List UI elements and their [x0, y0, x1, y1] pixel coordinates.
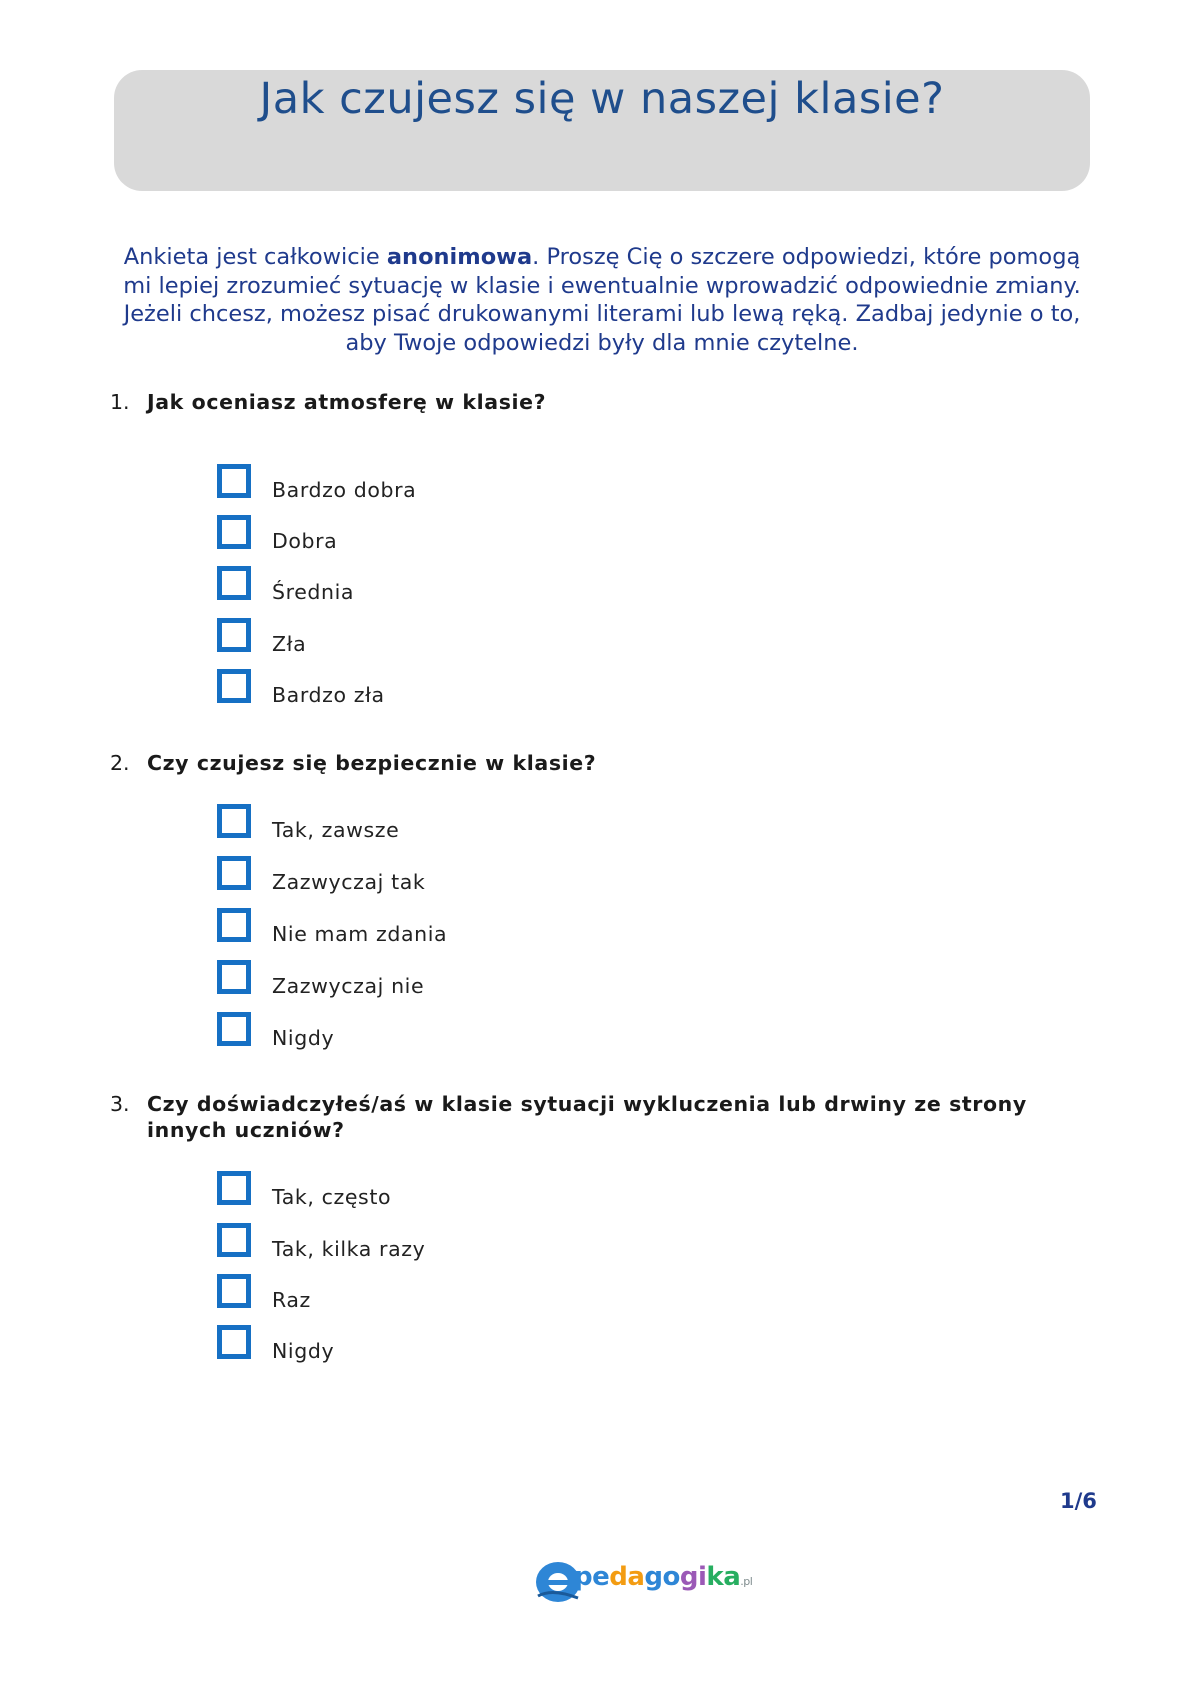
- logo-suffix: .pl: [740, 1575, 753, 1588]
- option-label: Zazwyczaj nie: [272, 974, 425, 998]
- question-text: Jak oceniasz atmosferę w klasie?: [147, 390, 547, 414]
- q3-option-3: [217, 1272, 311, 1312]
- checkbox[interactable]: [217, 618, 251, 652]
- option-label: Bardzo zła: [272, 683, 385, 707]
- intro-emphasis: anonimowa: [386, 244, 533, 270]
- intro-part1: Ankieta jest całkowicie: [123, 244, 387, 270]
- q2-option-2: [217, 854, 425, 894]
- q1-option-1: [217, 462, 416, 502]
- checkbox[interactable]: [217, 1223, 251, 1257]
- checkbox[interactable]: [217, 566, 251, 600]
- option-label: Nigdy: [272, 1026, 335, 1050]
- logo-part: gi: [679, 1562, 707, 1592]
- page-title: Jak czujesz się w naszej klasie?: [259, 74, 945, 124]
- checkbox[interactable]: [217, 1274, 251, 1308]
- option-label: Bardzo dobra: [272, 478, 417, 502]
- intro-paragraph: [110, 243, 1094, 357]
- checkbox[interactable]: [217, 464, 251, 498]
- option-label: Średnia: [272, 580, 355, 604]
- option-label: Tak, zawsze: [272, 818, 400, 842]
- question-text: Czy czujesz się bezpiecznie w klasie?: [147, 751, 597, 775]
- option-label: Zła: [272, 632, 307, 656]
- logo-part: da: [609, 1562, 645, 1592]
- checkbox[interactable]: [217, 669, 251, 703]
- logo-part: ka: [706, 1562, 741, 1592]
- question-number: 3.: [110, 1092, 130, 1116]
- epedagogika-logo: [532, 1552, 752, 1608]
- question-2: [110, 750, 1070, 776]
- option-label: Nie mam zdania: [272, 922, 448, 946]
- title-box: [114, 70, 1090, 191]
- checkbox[interactable]: [217, 1012, 251, 1046]
- q2-option-3: [217, 906, 447, 946]
- question-number: 2.: [110, 751, 130, 775]
- q1-option-3: [217, 564, 354, 604]
- q3-option-4: [217, 1323, 334, 1363]
- logo-part: go: [644, 1562, 680, 1592]
- question-number: 1.: [110, 390, 130, 414]
- intro-part2: . Proszę Cię o szczere odpowiedzi, które pomogą mi lepiej zrozumieć sytuację w klasie i ewentualnie wprowadzić odpowiednie zmiany. Jeżeli chcesz, możesz pisać drukowanymi literami lub lewą ręką. Zadbaj jedynie o to, aby Twoje odpowiedzi były dla mnie czytelne.: [123, 244, 1081, 356]
- question-1: [110, 389, 1070, 415]
- q3-option-2: [217, 1221, 425, 1261]
- option-label: Tak, często: [272, 1185, 392, 1209]
- checkbox[interactable]: [217, 515, 251, 549]
- checkbox[interactable]: [217, 856, 251, 890]
- q1-option-2: [217, 513, 337, 553]
- q1-option-5: [217, 667, 385, 707]
- checkbox[interactable]: [217, 804, 251, 838]
- option-label: Dobra: [272, 529, 338, 553]
- checkbox[interactable]: [217, 1171, 251, 1205]
- option-label: Raz: [272, 1288, 311, 1312]
- checkbox[interactable]: [217, 908, 251, 942]
- q1-option-4: [217, 616, 306, 656]
- question-text: Czy doświadczyłeś/aś w klasie sytuacji wykluczenia lub drwiny ze strony innych uczniów?: [147, 1092, 1027, 1142]
- page-number: 1/6: [1060, 1489, 1097, 1513]
- q2-option-5: [217, 1010, 334, 1050]
- option-label: Nigdy: [272, 1339, 335, 1363]
- option-label: Zazwyczaj tak: [272, 870, 426, 894]
- checkbox[interactable]: [217, 1325, 251, 1359]
- option-label: Tak, kilka razy: [272, 1237, 426, 1261]
- q3-option-1: [217, 1169, 391, 1209]
- logo-part: pe: [574, 1562, 610, 1592]
- question-3: [110, 1091, 1070, 1143]
- checkbox[interactable]: [217, 960, 251, 994]
- logo-wordmark: [574, 1562, 752, 1592]
- q2-option-4: [217, 958, 424, 998]
- q2-option-1: [217, 802, 399, 842]
